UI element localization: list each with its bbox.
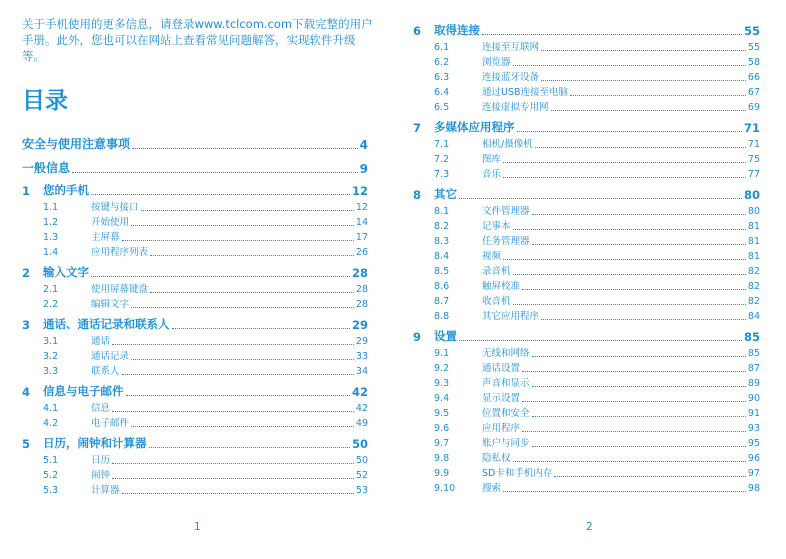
toc-chapter[interactable] — [22, 180, 368, 198]
toc-entry-title: 触屏校准 — [482, 281, 521, 292]
dot-leader — [522, 431, 746, 432]
toc-section[interactable] — [22, 213, 368, 228]
dot-leader — [72, 172, 358, 173]
toc-section[interactable] — [22, 295, 368, 310]
toc-entry-number: 7.1 — [434, 139, 450, 150]
toc-entry-number: 8.6 — [434, 281, 450, 292]
toc-entry-title: 隐私权 — [482, 453, 511, 464]
toc-entry-title: 视频 — [482, 251, 502, 262]
toc-entry-page: 66 — [747, 72, 760, 83]
intro-text: 关于手机使用的更多信息，请登录www.tclcom.com下载完整的用户手册。此外，您也可以在网站上查看常见问题解答，实现软件升级等。 — [22, 17, 373, 63]
toc-section[interactable] — [413, 165, 760, 180]
toc-entry-number: 1.3 — [43, 232, 59, 243]
toc-entry-number: 4.1 — [43, 403, 59, 414]
toc-section[interactable] — [22, 347, 368, 362]
toc-entry-title: 日历，闹钟和计算器 — [43, 436, 147, 450]
toc-section[interactable] — [413, 419, 760, 434]
toc-section[interactable] — [413, 374, 760, 389]
toc-section[interactable] — [413, 389, 760, 404]
dot-leader — [122, 493, 354, 494]
toc-entry-title: 其它 — [434, 187, 457, 201]
dot-leader — [150, 255, 354, 256]
toc-entry-page: 42 — [351, 385, 368, 399]
toc-entry-page: 93 — [747, 423, 760, 434]
toc-entry-page: 55 — [743, 24, 760, 38]
dot-leader — [131, 307, 354, 308]
toc-section[interactable] — [413, 449, 760, 464]
toc-entry-number: 7.2 — [434, 154, 450, 165]
toc-entry-title: 通话设置 — [482, 363, 521, 374]
toc-top-entry[interactable] — [22, 155, 368, 176]
toc-entry-page: 50 — [351, 437, 368, 451]
toc-section[interactable] — [413, 404, 760, 419]
dot-leader — [112, 344, 354, 345]
toc-chapter[interactable] — [22, 314, 368, 332]
toc-entry-title: 无线和网络 — [482, 348, 530, 359]
toc-section[interactable] — [413, 359, 760, 374]
toc-entry-title: 信息 — [91, 403, 111, 414]
toc-entry-title: 联系人 — [91, 366, 120, 377]
toc-top-entry[interactable] — [22, 131, 368, 152]
toc-entry-number: 6 — [413, 24, 422, 38]
toc-entry-number: 1.1 — [43, 202, 59, 213]
toc-entry-title: 图库 — [482, 154, 502, 165]
toc-list-right — [413, 16, 760, 494]
toc-entry-number: 5.1 — [43, 455, 59, 466]
toc-section[interactable] — [413, 292, 760, 307]
dot-leader — [541, 80, 746, 81]
toc-entry-title: 连接虚拟专用网 — [482, 102, 549, 113]
toc-entry-title: 相机/摄像机 — [482, 139, 533, 150]
toc-entry-number: 7 — [413, 121, 422, 135]
dot-leader — [91, 194, 350, 195]
toc-entry-title: 应用程序 — [482, 423, 521, 434]
toc-entry-number: 9.2 — [434, 363, 450, 374]
toc-entry-number: 1.2 — [43, 217, 59, 228]
toc-section[interactable] — [413, 307, 760, 322]
dot-leader — [554, 476, 746, 477]
toc-entry-number: 2.2 — [43, 299, 59, 310]
toc-chapter[interactable] — [22, 433, 368, 451]
toc-entry-page: 55 — [747, 42, 760, 53]
toc-entry-number: 1.4 — [43, 247, 59, 258]
toc-entry-page: 81 — [747, 221, 760, 232]
toc-entry-title: 账户与同步 — [482, 438, 530, 449]
toc-entry-title: 日历 — [91, 455, 111, 466]
toc-chapter[interactable] — [413, 117, 760, 135]
toc-section[interactable] — [413, 38, 760, 53]
toc-entry-page: 71 — [743, 121, 760, 135]
toc-entry-title: 记事本 — [482, 221, 511, 232]
dot-leader — [91, 276, 350, 277]
toc-entry-number: 9.4 — [434, 393, 450, 404]
toc-entry-title: 录音机 — [482, 266, 511, 277]
toc-entry-number: 8.7 — [434, 296, 450, 307]
toc-entry-page: 80 — [747, 206, 760, 217]
toc-entry-page: 69 — [747, 102, 760, 113]
toc-section[interactable] — [22, 414, 368, 429]
toc-entry-number: 8 — [413, 188, 422, 202]
toc-entry-title: 文件管理器 — [482, 206, 530, 217]
toc-entry-number: 7.3 — [434, 169, 450, 180]
toc-entry-number: 3.1 — [43, 336, 59, 347]
toc-section[interactable] — [413, 232, 760, 247]
toc-entry-number: 9.10 — [434, 483, 456, 494]
toc-list-left — [22, 128, 368, 496]
toc-entry-title: 连接蓝牙设备 — [482, 72, 540, 83]
dot-leader — [131, 225, 354, 226]
dot-leader — [532, 386, 746, 387]
toc-section[interactable] — [22, 399, 368, 414]
toc-entry-number: 8.2 — [434, 221, 450, 232]
toc-entry-title: 电子邮件 — [91, 418, 130, 429]
toc-entry-page: 82 — [747, 266, 760, 277]
toc-entry-title: 计算器 — [91, 485, 120, 496]
toc-section[interactable] — [413, 135, 760, 150]
toc-section[interactable] — [22, 466, 368, 481]
toc-entry-number: 9.5 — [434, 408, 450, 419]
dot-leader — [122, 374, 354, 375]
toc-entry-page: 53 — [355, 485, 368, 496]
toc-section[interactable] — [413, 217, 760, 232]
dot-leader — [132, 148, 358, 149]
toc-section[interactable] — [22, 243, 368, 258]
toc-section[interactable] — [413, 53, 760, 68]
toc-entry-title: 通话 — [91, 336, 111, 347]
dot-leader — [532, 416, 746, 417]
toc-entry-title: 使用屏幕键盘 — [91, 284, 149, 295]
toc-entry-page: 84 — [747, 311, 760, 322]
toc-entry-number: 2 — [22, 266, 31, 280]
toc-entry-number: 5.2 — [43, 470, 59, 481]
toc-entry-title: 显示设置 — [482, 393, 521, 404]
toc-entry-title: 安全与使用注意事项 — [22, 137, 131, 151]
dot-leader — [112, 411, 354, 412]
dot-leader — [532, 356, 746, 357]
toc-entry-number: 5 — [22, 437, 31, 451]
dot-leader — [503, 162, 746, 163]
toc-entry-number: 8.8 — [434, 311, 450, 322]
toc-entry-page: 85 — [743, 330, 760, 344]
toc-entry-title: 浏览器 — [482, 57, 511, 68]
toc-entry-title: 编辑文字 — [91, 299, 130, 310]
dot-leader — [131, 426, 354, 427]
toc-entry-page: 14 — [355, 217, 368, 228]
toc-entry-number: 4.2 — [43, 418, 59, 429]
toc-entry-number: 6.2 — [434, 57, 450, 68]
toc-entry-title: 您的手机 — [43, 183, 89, 197]
toc-chapter[interactable] — [22, 381, 368, 399]
dot-leader — [532, 244, 746, 245]
toc-entry-title: 取得连接 — [434, 23, 480, 37]
dot-leader — [150, 292, 354, 293]
toc-entry-number: 6.5 — [434, 102, 450, 113]
toc-entry-page: 49 — [355, 418, 368, 429]
dot-leader — [522, 401, 746, 402]
toc-entry-page: 28 — [351, 266, 368, 280]
toc-entry-number: 1 — [22, 184, 31, 198]
toc-entry-title: 搜索 — [482, 483, 502, 494]
toc-section[interactable] — [413, 277, 760, 292]
toc-entry-page: 98 — [747, 483, 760, 494]
toc-entry-page: 28 — [355, 299, 368, 310]
dot-leader — [503, 491, 746, 492]
toc-entry-title: 通过USB连接至电脑 — [482, 87, 569, 98]
toc-entry-title: 收音机 — [482, 296, 511, 307]
dot-leader — [532, 214, 746, 215]
toc-section[interactable] — [22, 481, 368, 496]
dot-leader — [459, 340, 742, 341]
toc-entry-number: 3.3 — [43, 366, 59, 377]
toc-section[interactable] — [413, 247, 760, 262]
toc-section[interactable] — [22, 362, 368, 377]
dot-leader — [522, 371, 746, 372]
toc-entry-number: 9 — [413, 330, 422, 344]
toc-entry-number: 5.3 — [43, 485, 59, 496]
dot-leader — [517, 131, 742, 132]
toc-entry-page: 85 — [747, 348, 760, 359]
toc-entry-number: 8.4 — [434, 251, 450, 262]
toc-entry-title: 通话记录 — [91, 351, 130, 362]
toc-entry-number: 9.1 — [434, 348, 450, 359]
toc-chapter[interactable] — [413, 20, 760, 38]
dot-leader — [513, 65, 746, 66]
dot-leader — [551, 110, 746, 111]
toc-entry-number: 2.1 — [43, 284, 59, 295]
toc-section[interactable] — [22, 451, 368, 466]
toc-entry-page: 52 — [355, 470, 368, 481]
toc-entry-page: 95 — [747, 438, 760, 449]
toc-entry-title: 声音和显示 — [482, 378, 530, 389]
toc-entry-page: 89 — [747, 378, 760, 389]
dot-leader — [541, 50, 746, 51]
toc-section[interactable] — [413, 98, 760, 113]
toc-entry-number: 3.2 — [43, 351, 59, 362]
toc-section[interactable] — [413, 344, 760, 359]
dot-leader — [513, 461, 746, 462]
toc-entry-page: 81 — [747, 236, 760, 247]
toc-entry-page: 80 — [743, 188, 760, 202]
toc-entry-number: 3 — [22, 318, 31, 332]
toc-entry-page: 34 — [355, 366, 368, 377]
toc-entry-page: 50 — [355, 455, 368, 466]
dot-leader — [459, 198, 742, 199]
toc-entry-page: 12 — [355, 202, 368, 213]
toc-section[interactable] — [22, 280, 368, 295]
toc-entry-page: 91 — [747, 408, 760, 419]
toc-entry-page: 29 — [355, 336, 368, 347]
toc-chapter[interactable] — [413, 184, 760, 202]
dot-leader — [503, 177, 746, 178]
toc-section[interactable] — [413, 83, 760, 98]
dot-leader — [541, 319, 746, 320]
toc-entry-number: 8.5 — [434, 266, 450, 277]
page-number-right: 2 — [586, 521, 593, 533]
dot-leader — [172, 328, 350, 329]
toc-chapter[interactable] — [413, 326, 760, 344]
toc-entry-title: 连接至互联网 — [482, 42, 540, 53]
toc-entry-page: 82 — [747, 296, 760, 307]
dot-leader — [149, 447, 350, 448]
toc-entry-number: 9.6 — [434, 423, 450, 434]
toc-section[interactable] — [413, 262, 760, 277]
toc-section[interactable] — [22, 332, 368, 347]
dot-leader — [112, 463, 354, 464]
toc-entry-page: 17 — [355, 232, 368, 243]
dot-leader — [522, 289, 746, 290]
toc-entry-page: 71 — [747, 139, 760, 150]
toc-section[interactable] — [413, 150, 760, 165]
toc-entry-title: 信息与电子邮件 — [43, 384, 124, 398]
dot-leader — [126, 395, 350, 396]
toc-entry-number: 6.3 — [434, 72, 450, 83]
dot-leader — [482, 34, 742, 35]
dot-leader — [535, 147, 746, 148]
toc-entry-title: 应用程序列表 — [91, 247, 149, 258]
toc-section[interactable] — [413, 434, 760, 449]
toc-entry-title: SD卡和手机内存 — [482, 468, 553, 479]
toc-entry-number: 8.1 — [434, 206, 450, 217]
toc-section[interactable] — [22, 228, 368, 243]
right-page — [393, 0, 786, 559]
toc-entry-title: 设置 — [434, 329, 457, 343]
toc-entry-page: 26 — [355, 247, 368, 258]
dot-leader — [532, 446, 746, 447]
dot-leader — [570, 95, 746, 96]
toc-entry-page: 75 — [747, 154, 760, 165]
toc-entry-number: 9.7 — [434, 438, 450, 449]
toc-entry-page: 90 — [747, 393, 760, 404]
toc-entry-title: 通话、通话记录和联系人 — [43, 317, 170, 331]
toc-entry-page: 97 — [747, 468, 760, 479]
toc-entry-page: 29 — [351, 318, 368, 332]
dot-leader — [122, 240, 354, 241]
dot-leader — [503, 259, 746, 260]
toc-entry-number: 9.3 — [434, 378, 450, 389]
toc-entry-title: 音乐 — [482, 169, 502, 180]
toc-entry-title: 按键与接口 — [91, 202, 139, 213]
toc-section[interactable] — [413, 202, 760, 217]
toc-entry-number: 9.8 — [434, 453, 450, 464]
toc-entry-page: 96 — [747, 453, 760, 464]
toc-entry-page: 67 — [747, 87, 760, 98]
toc-heading: 目录 — [22, 88, 68, 114]
dot-leader — [112, 478, 354, 479]
toc-entry-title: 任务管理器 — [482, 236, 530, 247]
toc-entry-page: 28 — [355, 284, 368, 295]
dot-leader — [141, 210, 354, 211]
toc-entry-number: 9.9 — [434, 468, 450, 479]
toc-entry-page: 42 — [355, 403, 368, 414]
toc-entry-title: 主屏幕 — [91, 232, 120, 243]
toc-entry-page: 4 — [359, 138, 368, 152]
toc-entry-title: 其它应用程序 — [482, 311, 540, 322]
toc-entry-number: 6.1 — [434, 42, 450, 53]
toc-entry-page: 33 — [355, 351, 368, 362]
toc-entry-title: 位置和安全 — [482, 408, 530, 419]
toc-entry-title: 开始使用 — [91, 217, 130, 228]
toc-entry-page: 82 — [747, 281, 760, 292]
dot-leader — [513, 304, 746, 305]
dot-leader — [131, 359, 354, 360]
toc-section[interactable] — [413, 68, 760, 83]
toc-entry-title: 多媒体应用程序 — [434, 120, 515, 134]
toc-entry-page: 81 — [747, 251, 760, 262]
toc-entry-title: 一般信息 — [22, 161, 71, 175]
toc-entry-page: 9 — [359, 162, 368, 176]
dot-leader — [513, 229, 746, 230]
toc-section[interactable] — [413, 479, 760, 494]
toc-entry-page: 58 — [747, 57, 760, 68]
toc-entry-number: 8.3 — [434, 236, 450, 247]
toc-entry-number: 4 — [22, 385, 31, 399]
toc-entry-page: 77 — [747, 169, 760, 180]
toc-entry-number: 6.4 — [434, 87, 450, 98]
toc-entry-title: 输入文字 — [43, 265, 89, 279]
toc-entry-title: 闹钟 — [91, 470, 111, 481]
toc-entry-page: 87 — [747, 363, 760, 374]
toc-section[interactable] — [413, 464, 760, 479]
toc-chapter[interactable] — [22, 262, 368, 280]
toc-entry-page: 12 — [351, 184, 368, 198]
dot-leader — [513, 274, 746, 275]
page-number-left: 1 — [194, 521, 201, 533]
toc-section[interactable] — [22, 198, 368, 213]
